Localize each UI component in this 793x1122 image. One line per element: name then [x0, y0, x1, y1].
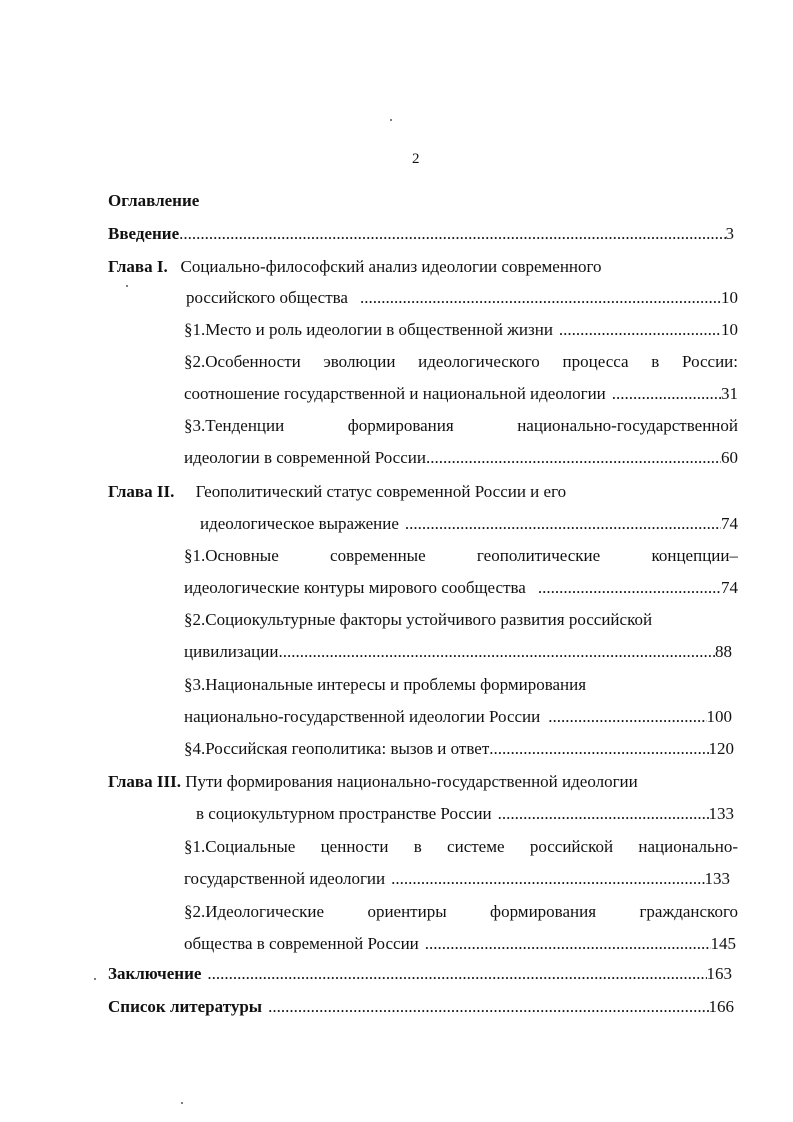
- toc-section-1-1[interactable]: [184, 319, 738, 341]
- leader-dots: [391, 868, 704, 890]
- leader-dots: [538, 577, 721, 599]
- toc-chapter-1-cont[interactable]: [186, 287, 738, 309]
- toc-page: 60: [721, 448, 738, 467]
- chapter-title: Пути формирования национально-государственной идеологии: [185, 772, 638, 791]
- toc-section-2-3-line2[interactable]: [184, 706, 732, 728]
- toc-section-1-2-line1[interactable]: §2.Особенности эволюции идеологического процесса в России:: [184, 352, 738, 371]
- leader-dots: [489, 738, 708, 760]
- toc-section-3-1-line1[interactable]: §1.Социальные ценности в системе российской национально-: [184, 837, 738, 856]
- leader-dots: [207, 963, 706, 985]
- leader-dots: [278, 641, 715, 663]
- toc-page: 133: [708, 804, 734, 823]
- leader-dots: [612, 383, 721, 405]
- toc-label: общества в современной России: [184, 934, 419, 953]
- toc-chapter-3-title[interactable]: [108, 771, 638, 793]
- toc-entry-conclusion[interactable]: [108, 963, 732, 985]
- leader-dots: [268, 996, 708, 1018]
- toc-section-1-2-line2[interactable]: [184, 383, 738, 405]
- toc-page: 10: [721, 288, 738, 307]
- toc-section-2-3-line1[interactable]: §3.Национальные интересы и проблемы формирования: [184, 675, 587, 694]
- toc-label: национально-государственной идеологии России: [184, 707, 541, 726]
- leader-dots: [426, 447, 721, 469]
- toc-label: идеологическое выражение: [200, 514, 399, 533]
- leader-dots: [360, 287, 721, 309]
- leader-dots: [559, 319, 721, 341]
- toc-page: 166: [708, 997, 734, 1016]
- toc-chapter-3-cont[interactable]: [196, 803, 734, 825]
- scan-speck: [126, 285, 128, 287]
- toc-heading: Оглавление: [108, 191, 200, 210]
- toc-page: 163: [706, 964, 732, 983]
- leader-dots: [179, 223, 725, 245]
- toc-label: §4.Российская геополитика: вызов и ответ: [184, 739, 490, 758]
- chapter-label: Глава II.: [108, 482, 175, 501]
- scan-speck: [94, 978, 96, 980]
- toc-page: 88: [715, 642, 732, 661]
- leader-dots: [548, 706, 706, 728]
- toc-section-2-2-line1[interactable]: §2.Социокультурные факторы устойчивого развития российской: [184, 610, 653, 629]
- scan-speck: [181, 1102, 183, 1104]
- toc-label: соотношение государственной и национальной идеологии: [184, 384, 606, 403]
- toc-section-3-1-line2[interactable]: [184, 868, 730, 890]
- toc-page: 3: [725, 224, 734, 243]
- toc-chapter-2-title[interactable]: [108, 481, 566, 503]
- toc-entry-intro[interactable]: [108, 223, 734, 245]
- toc-label: идеологические контуры мирового сообщества: [184, 578, 526, 597]
- toc-label: Введение: [108, 224, 180, 243]
- leader-dots: [498, 803, 709, 825]
- toc-label: §1.Место и роль идеологии в общественной жизни: [184, 320, 553, 339]
- toc-page: 145: [710, 934, 736, 953]
- toc-section-1-3-line1[interactable]: §3.Тенденции формирования национально-государственной: [184, 416, 738, 435]
- toc-section-1-3-line2[interactable]: [184, 447, 738, 469]
- toc-page: 74: [721, 514, 738, 533]
- page-number: 2: [412, 151, 420, 167]
- chapter-label: Глава III.: [108, 772, 181, 791]
- toc-section-3-2-line2[interactable]: [184, 933, 736, 955]
- chapter-title: Геополитический статус современной России и его: [195, 482, 567, 501]
- toc-section-2-2-line2[interactable]: [184, 641, 732, 663]
- toc-label: идеологии в современной России: [184, 448, 426, 467]
- scan-speck: [390, 119, 392, 121]
- leader-dots: [425, 933, 711, 955]
- toc-page: 100: [706, 707, 732, 726]
- toc-page: 120: [708, 739, 734, 758]
- toc-label: государственной идеологии: [184, 869, 386, 888]
- toc-section-2-1-line2[interactable]: [184, 577, 738, 599]
- toc-label: Список литературы: [108, 997, 263, 1016]
- chapter-label: Глава I.: [108, 257, 168, 276]
- toc-label: Заключение: [108, 964, 202, 983]
- toc-section-2-1-line1[interactable]: §1.Основные современные геополитические концепции–: [184, 546, 738, 565]
- toc-chapter-1-title[interactable]: [108, 256, 602, 278]
- chapter-title: Социально-философский анализ идеологии современного: [180, 257, 602, 276]
- toc-section-2-4[interactable]: [184, 738, 734, 760]
- toc-section-3-2-line1[interactable]: §2.Идеологические ориентиры формирования гражданского: [184, 902, 738, 921]
- toc-chapter-2-cont[interactable]: [200, 513, 738, 535]
- toc-label: в социокультурном пространстве России: [196, 804, 492, 823]
- toc-page: 74: [721, 578, 738, 597]
- toc-entry-bibliography[interactable]: [108, 996, 734, 1018]
- leader-dots: [405, 513, 721, 535]
- toc-page: 31: [721, 384, 738, 403]
- toc-page: 10: [721, 320, 738, 339]
- toc-label: цивилизации: [184, 642, 279, 661]
- toc-label: российского общества: [186, 288, 348, 307]
- toc-page: 133: [704, 869, 730, 888]
